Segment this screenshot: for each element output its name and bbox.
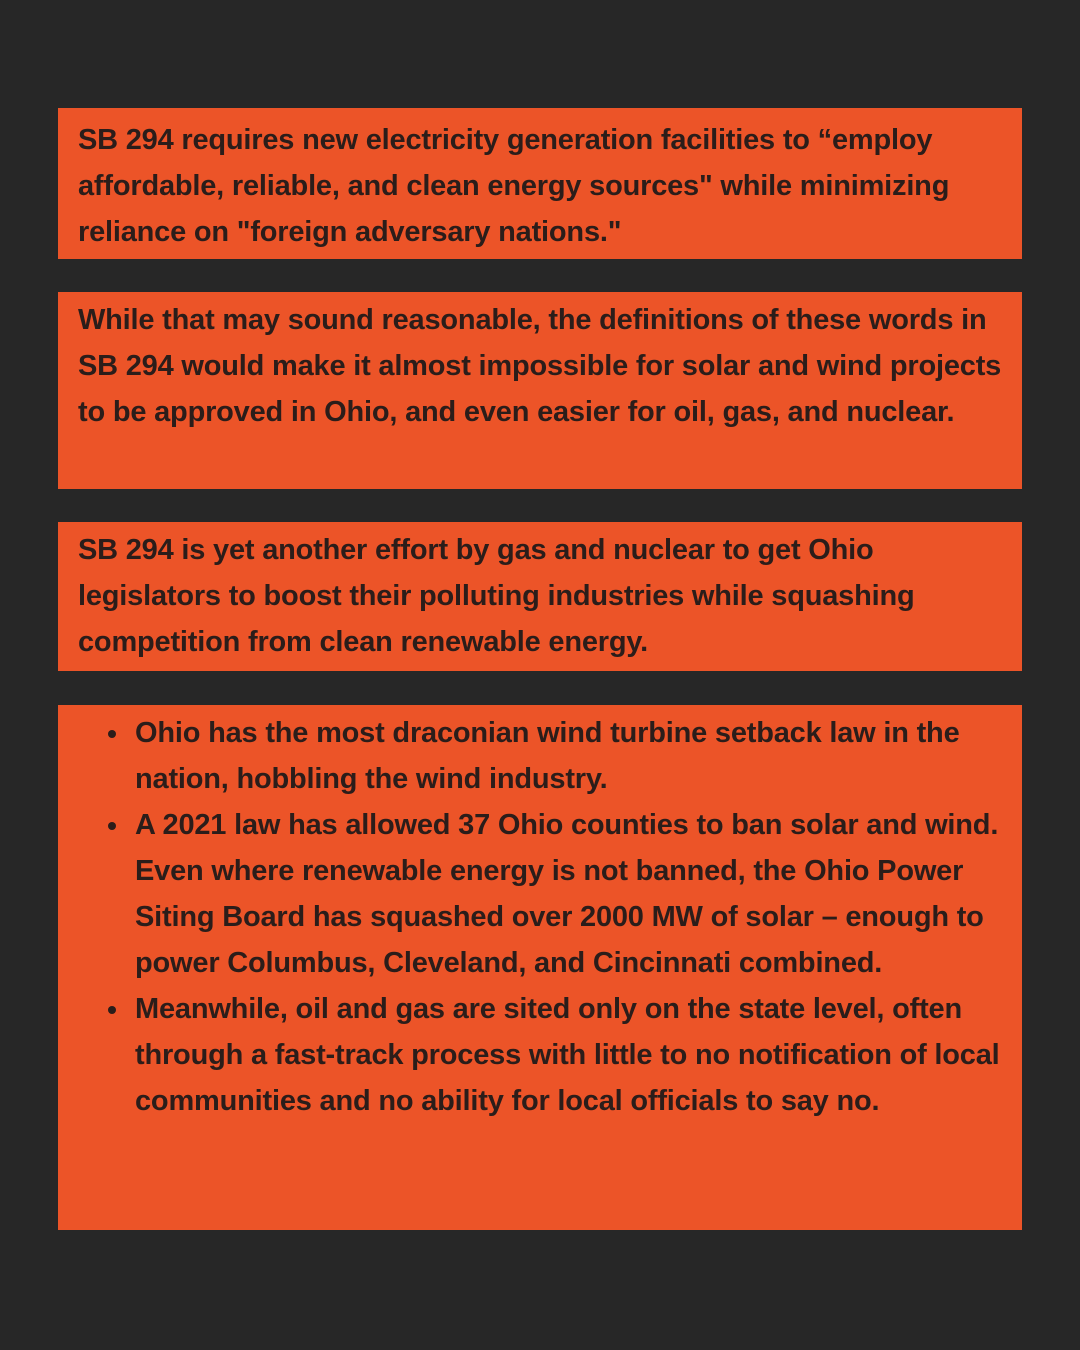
definitions-paragraph: While that may sound reasonable, the definitions of these words in SB 294 would make it almost impossible for solar and wind projects to be approved in Ohio, and even easier for oil, gas, and nuclear. [78, 304, 1002, 428]
facts-list [78, 710, 1002, 1124]
list-item: Meanwhile, oil and gas are sited only on the state level, often through a fast-track process with little to no notification of local communities and no ability for local officials to say no. [135, 986, 1002, 1124]
definitions-card [58, 292, 1022, 489]
effort-paragraph: SB 294 is yet another effort by gas and nuclear to get Ohio legislators to boost their polluting industries while squashing competition from clean renewable energy. [78, 534, 915, 658]
intro-paragraph: SB 294 requires new electricity generation facilities to “employ affordable, reliable, and clean energy sources" while minimizing reliance on "foreign adversary nations." [78, 124, 950, 248]
intro-card [58, 108, 1022, 259]
list-item: Ohio has the most draconian wind turbine setback law in the nation, hobbling the wind industry. [135, 710, 1002, 802]
facts-card [58, 705, 1022, 1230]
effort-card [58, 522, 1022, 671]
list-item: A 2021 law has allowed 37 Ohio counties to ban solar and wind. Even where renewable energy is not banned, the Ohio Power Siting Board has squashed over 2000 MW of solar – enough to power Columbus, Cleveland, and Cincinnati combined. [135, 802, 1002, 986]
